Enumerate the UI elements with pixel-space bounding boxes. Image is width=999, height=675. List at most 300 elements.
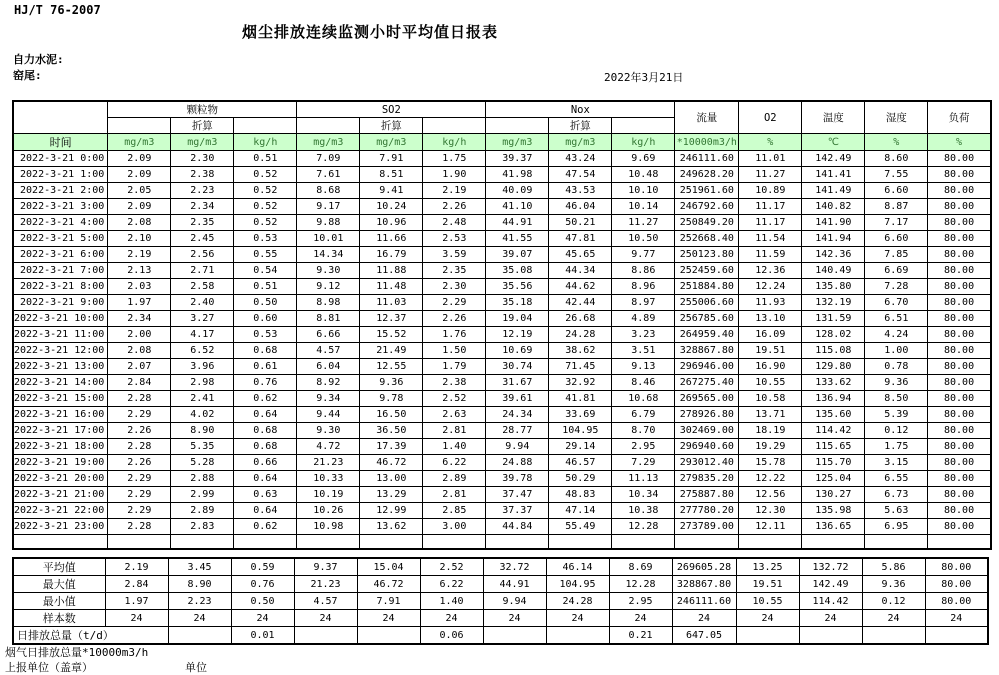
value-cell: 80.00 [925,593,988,610]
value-cell: 16.09 [739,327,802,343]
value-cell: 114.42 [802,423,865,439]
value-cell: 2.10 [108,231,171,247]
unit-cell: kg/h [234,134,297,151]
value-cell: 5.63 [865,503,928,519]
value-cell: 10.55 [739,375,802,391]
time-cell: 2022-3-21 14:00 [13,375,108,391]
value-cell: 11.93 [739,295,802,311]
group-particulate: 颗粒物 [108,101,297,118]
value-cell: 5.86 [862,558,925,576]
time-cell: 2022-3-21 18:00 [13,439,108,455]
summary-row [13,610,988,627]
value-cell: 12.37 [360,311,423,327]
value-cell: 8.46 [612,375,675,391]
table-row [13,439,991,455]
unit-cell: mg/m3 [549,134,612,151]
value-cell: 80.00 [928,183,991,199]
value-cell: 0.78 [865,359,928,375]
summary-label: 最小值 [13,593,105,610]
value-cell: 11.27 [739,167,802,183]
value-cell: 104.95 [549,423,612,439]
blank-cell [297,535,360,550]
value-cell: 8.81 [297,311,360,327]
table-row [13,519,991,535]
value-cell: 2.38 [171,167,234,183]
value-cell: 8.97 [612,295,675,311]
value-cell: 2.30 [171,151,234,167]
table-row [13,199,991,215]
value-cell: 129.80 [802,359,865,375]
value-cell: 250123.80 [675,247,739,263]
value-cell: 24 [672,610,736,627]
value-cell: 132.19 [802,295,865,311]
value-cell: 10.69 [486,343,549,359]
value-cell: 10.38 [612,503,675,519]
value-cell: 2.29 [423,295,486,311]
value-cell: 38.62 [549,343,612,359]
value-cell: 256785.60 [675,311,739,327]
value-cell: 19.04 [486,311,549,327]
value-cell: 1.97 [105,593,168,610]
value-cell: 12.36 [739,263,802,279]
value-cell: 6.22 [423,455,486,471]
value-cell: 15.78 [739,455,802,471]
value-cell: 2.40 [171,295,234,311]
value-cell: 50.29 [549,471,612,487]
value-cell: 80.00 [928,215,991,231]
value-cell: 80.00 [928,311,991,327]
value-cell: 2.19 [105,558,168,576]
value-cell: 3.23 [612,327,675,343]
value-cell: 1.97 [108,295,171,311]
col-flow: 流量 [675,101,739,134]
value-cell: 6.55 [865,471,928,487]
value-cell: 142.36 [802,247,865,263]
value-cell: 2.19 [423,183,486,199]
time-cell: 2022-3-21 3:00 [13,199,108,215]
value-cell: 7.61 [297,167,360,183]
value-cell: 21.23 [294,576,357,593]
value-cell: 3.00 [423,519,486,535]
time-cell: 2022-3-21 16:00 [13,407,108,423]
report-sheet [12,100,992,645]
value-cell: 6.60 [865,231,928,247]
value-cell: 2.95 [609,593,672,610]
summary-body [13,558,988,644]
value-cell: 9.36 [862,576,925,593]
value-cell: 269565.00 [675,391,739,407]
value-cell: 2.23 [168,593,231,610]
value-cell: 9.88 [297,215,360,231]
value-cell: 2.05 [108,183,171,199]
value-cell: 10.01 [297,231,360,247]
value-cell: 2.29 [108,407,171,423]
time-header-spacer [13,101,108,134]
daily-total-row [13,627,988,645]
blank-cell [675,535,739,550]
value-cell: 47.81 [549,231,612,247]
value-cell: 12.56 [739,487,802,503]
blank-cell [234,118,297,134]
blank-cell [928,535,991,550]
value-cell: 7.55 [865,167,928,183]
value-cell: 125.04 [802,471,865,487]
table-row [13,215,991,231]
blank-cell [423,118,486,134]
value-cell: 10.19 [297,487,360,503]
value-cell: 647.05 [672,627,736,645]
value-cell: 3.51 [612,343,675,359]
value-cell: 80.00 [928,471,991,487]
value-cell: 6.04 [297,359,360,375]
value-cell: 6.60 [865,183,928,199]
value-cell: 2.29 [108,503,171,519]
value-cell: 18.19 [739,423,802,439]
table-row [13,391,991,407]
table-row [13,295,991,311]
value-cell: 9.30 [297,423,360,439]
value-cell: 2.83 [171,519,234,535]
blank-cell [108,535,171,550]
value-cell: 80.00 [928,167,991,183]
page-title: 烟尘排放连续监测小时平均值日报表 [241,23,498,41]
value-cell: 39.07 [486,247,549,263]
group-header-row [13,101,991,118]
value-cell: 16.90 [739,359,802,375]
blank-cell [13,535,108,550]
value-cell: 11.13 [612,471,675,487]
value-cell: 12.99 [360,503,423,519]
value-cell: 80.00 [928,327,991,343]
value-cell: 35.56 [486,279,549,295]
blank-cell [108,118,171,134]
value-cell: 19.51 [736,576,799,593]
value-cell: 24 [609,610,672,627]
value-cell: 11.66 [360,231,423,247]
daily-total-label: 日排放总量（t/d） [13,627,168,645]
time-cell: 2022-3-21 21:00 [13,487,108,503]
value-cell: 9.44 [297,407,360,423]
value-cell: 2.81 [423,487,486,503]
value-cell: 5.35 [171,439,234,455]
value-cell: 5.28 [171,455,234,471]
value-cell: 142.49 [802,151,865,167]
value-cell [925,627,988,645]
value-cell: 10.34 [612,487,675,503]
value-cell: 2.28 [108,519,171,535]
value-cell: 279835.20 [675,471,739,487]
value-cell: 71.45 [549,359,612,375]
value-cell: 17.39 [360,439,423,455]
units-row [13,134,991,151]
value-cell: 3.27 [171,311,234,327]
value-cell: 12.28 [612,519,675,535]
summary-row [13,558,988,576]
value-cell: 130.27 [802,487,865,503]
value-cell: 9.78 [360,391,423,407]
value-cell: 0.01 [231,627,294,645]
value-cell: 3.96 [171,359,234,375]
value-cell: 39.78 [486,471,549,487]
value-cell: 44.91 [483,576,546,593]
value-cell: 2.52 [420,558,483,576]
value-cell: 35.08 [486,263,549,279]
summary-row [13,576,988,593]
value-cell: 2.84 [108,375,171,391]
blank-cell [297,118,360,134]
value-cell: 0.51 [234,151,297,167]
value-cell: 1.79 [423,359,486,375]
time-cell: 2022-3-21 9:00 [13,295,108,311]
value-cell: 0.62 [234,391,297,407]
value-cell: 2.41 [171,391,234,407]
value-cell: 9.36 [360,375,423,391]
value-cell: 2.99 [171,487,234,503]
value-cell: 10.14 [612,199,675,215]
blank-cell [423,535,486,550]
value-cell: 19.51 [739,343,802,359]
time-cell: 2022-3-21 6:00 [13,247,108,263]
summary-label: 样本数 [13,610,105,627]
value-cell: 29.14 [549,439,612,455]
value-cell: 6.79 [612,407,675,423]
value-cell: 2.35 [423,263,486,279]
blank-cell [739,535,802,550]
value-cell: 2.63 [423,407,486,423]
value-cell: 80.00 [928,375,991,391]
value-cell: 0.52 [234,199,297,215]
value-cell: 12.24 [739,279,802,295]
value-cell: 46.04 [549,199,612,215]
value-cell: 80.00 [928,423,991,439]
footer-note: 烟气日排放总量*10000m3/h [5,646,149,659]
value-cell: 41.55 [486,231,549,247]
value-cell: 8.90 [171,423,234,439]
value-cell: 0.68 [234,423,297,439]
value-cell: 251961.60 [675,183,739,199]
converted-label: 折算 [171,118,234,134]
value-cell: 0.64 [234,503,297,519]
time-cell: 2022-3-21 17:00 [13,423,108,439]
value-cell: 24 [483,610,546,627]
value-cell: 36.50 [360,423,423,439]
value-cell: 13.10 [739,311,802,327]
converted-label: 折算 [360,118,423,134]
value-cell: 11.03 [360,295,423,311]
value-cell: 0.60 [234,311,297,327]
value-cell: 131.59 [802,311,865,327]
value-cell: 6.66 [297,327,360,343]
time-cell: 2022-3-21 1:00 [13,167,108,183]
value-cell: 28.77 [486,423,549,439]
value-cell: 24 [357,610,420,627]
value-cell: 141.49 [802,183,865,199]
value-cell: 2.89 [423,471,486,487]
time-cell: 2022-3-21 20:00 [13,471,108,487]
value-cell: 46.57 [549,455,612,471]
table-row [13,503,991,519]
value-cell: 3.59 [423,247,486,263]
value-cell: 2.52 [423,391,486,407]
value-cell: 80.00 [928,263,991,279]
value-cell: 11.54 [739,231,802,247]
value-cell: 24 [294,610,357,627]
value-cell: 43.24 [549,151,612,167]
col-temperature: 温度 [802,101,865,134]
value-cell: 1.90 [423,167,486,183]
value-cell: 21.23 [297,455,360,471]
col-o2: O2 [739,101,802,134]
time-cell: 2022-3-21 2:00 [13,183,108,199]
value-cell: 9.36 [865,375,928,391]
unit-cell: % [739,134,802,151]
time-cell: 2022-3-21 4:00 [13,215,108,231]
value-cell: 1.00 [865,343,928,359]
value-cell: 3.15 [865,455,928,471]
value-cell: 0.68 [234,439,297,455]
value-cell: 246111.60 [675,151,739,167]
table-row [13,263,991,279]
value-cell: 2.26 [108,455,171,471]
value-cell: 8.87 [865,199,928,215]
value-cell: 8.70 [612,423,675,439]
value-cell: 10.26 [297,503,360,519]
table-row [13,231,991,247]
value-cell: 80.00 [928,391,991,407]
value-cell: 2.98 [171,375,234,391]
value-cell: 10.33 [297,471,360,487]
value-cell: 80.00 [928,247,991,263]
value-cell: 2.00 [108,327,171,343]
value-cell: 277780.20 [675,503,739,519]
value-cell: 10.58 [739,391,802,407]
value-cell: 26.68 [549,311,612,327]
value-cell: 6.22 [420,576,483,593]
unit-cell: *10000m3/h [675,134,739,151]
value-cell: 0.12 [862,593,925,610]
value-cell: 31.67 [486,375,549,391]
blank-cell [234,535,297,550]
value-cell: 10.50 [612,231,675,247]
value-cell: 136.65 [802,519,865,535]
value-cell: 141.41 [802,167,865,183]
value-cell: 2.26 [423,199,486,215]
value-cell: 19.29 [739,439,802,455]
value-cell: 8.68 [297,183,360,199]
value-cell: 12.28 [609,576,672,593]
value-cell: 30.74 [486,359,549,375]
value-cell: 2.34 [171,199,234,215]
value-cell: 10.96 [360,215,423,231]
value-cell [862,627,925,645]
value-cell: 264959.40 [675,327,739,343]
value-cell: 44.91 [486,215,549,231]
value-cell: 7.17 [865,215,928,231]
value-cell: 4.17 [171,327,234,343]
value-cell: 24 [420,610,483,627]
value-cell: 0.59 [231,558,294,576]
value-cell: 4.57 [297,343,360,359]
value-cell: 8.92 [297,375,360,391]
value-cell [799,627,862,645]
unit-cell: mg/m3 [360,134,423,151]
value-cell: 47.54 [549,167,612,183]
value-cell: 278926.80 [675,407,739,423]
value-cell: 2.53 [423,231,486,247]
value-cell: 2.38 [423,375,486,391]
value-cell: 24 [736,610,799,627]
doc-code: HJ/T 76-2007 [14,3,101,17]
company-label: 自力水泥: [13,53,64,66]
value-cell: 0.61 [234,359,297,375]
value-cell: 80.00 [925,558,988,576]
time-cell: 2022-3-21 10:00 [13,311,108,327]
value-cell: 4.24 [865,327,928,343]
value-cell: 24 [168,610,231,627]
value-cell: 2.45 [171,231,234,247]
value-cell: 135.80 [802,279,865,295]
value-cell [294,627,357,645]
value-cell: 9.30 [297,263,360,279]
value-cell: 12.55 [360,359,423,375]
value-cell: 0.55 [234,247,297,263]
value-cell: 2.56 [171,247,234,263]
value-cell: 0.53 [234,231,297,247]
value-cell: 44.62 [549,279,612,295]
value-cell: 1.40 [423,439,486,455]
value-cell: 0.66 [234,455,297,471]
value-cell: 8.51 [360,167,423,183]
value-cell: 80.00 [928,455,991,471]
value-cell: 115.65 [802,439,865,455]
value-cell: 24 [925,610,988,627]
value-cell: 115.08 [802,343,865,359]
value-cell: 141.94 [802,231,865,247]
value-cell: 24.28 [546,593,609,610]
value-cell: 251884.80 [675,279,739,295]
time-cell: 2022-3-21 5:00 [13,231,108,247]
value-cell: 2.28 [108,439,171,455]
value-cell: 2.34 [108,311,171,327]
value-cell: 2.28 [108,391,171,407]
value-cell: 7.29 [612,455,675,471]
table-row [13,359,991,375]
value-cell: 7.28 [865,279,928,295]
value-cell: 0.76 [234,375,297,391]
value-cell: 80.00 [928,487,991,503]
value-cell: 246792.60 [675,199,739,215]
value-cell: 7.91 [360,151,423,167]
value-cell: 14.34 [297,247,360,263]
value-cell: 2.84 [105,576,168,593]
value-cell: 5.39 [865,407,928,423]
value-cell: 15.04 [357,558,420,576]
value-cell: 11.01 [739,151,802,167]
value-cell: 2.09 [108,167,171,183]
value-cell: 246111.60 [672,593,736,610]
value-cell: 10.55 [736,593,799,610]
value-cell: 10.98 [297,519,360,535]
value-cell: 24.28 [549,327,612,343]
table-row [13,247,991,263]
table-row [13,343,991,359]
table-row [13,455,991,471]
value-cell: 45.65 [549,247,612,263]
unit-cell: mg/m3 [171,134,234,151]
value-cell: 13.62 [360,519,423,535]
value-cell: 11.17 [739,199,802,215]
value-cell: 40.09 [486,183,549,199]
